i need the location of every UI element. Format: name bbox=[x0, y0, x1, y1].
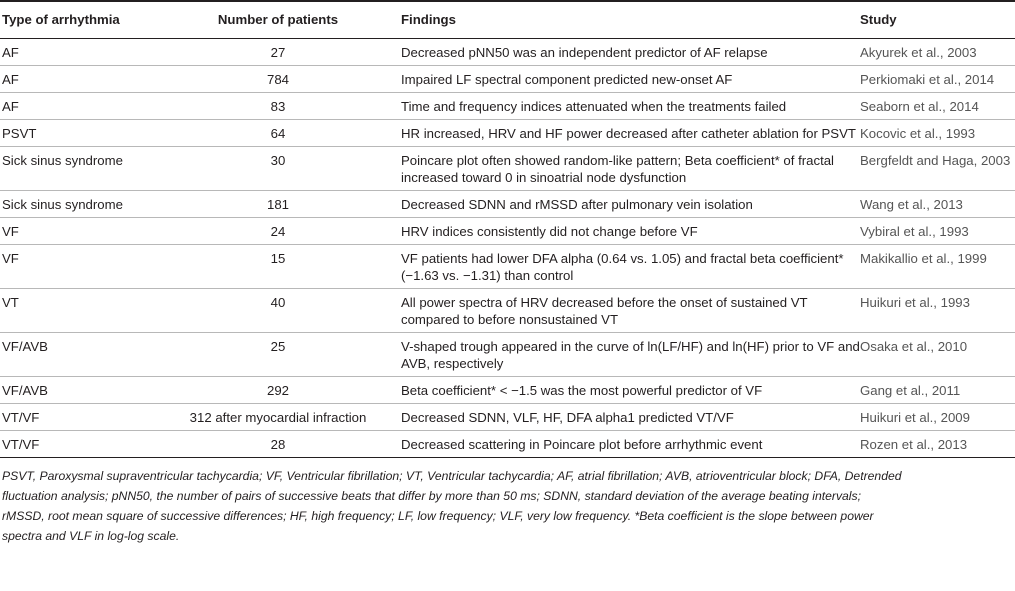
type-cell: VF/AVB bbox=[0, 333, 156, 377]
findings-cell: HRV indices consistently did not change before VF bbox=[400, 218, 860, 245]
header-patients: Number of patients bbox=[156, 1, 400, 39]
patients-cell: 784 bbox=[156, 66, 400, 93]
findings-cell: Decreased SDNN and rMSSD after pulmonary vein isolation bbox=[400, 191, 860, 218]
type-cell: Sick sinus syndrome bbox=[0, 191, 156, 218]
table-row bbox=[0, 431, 1015, 458]
findings-cell: All power spectra of HRV decreased before the onset of sustained VT compared to before nonsustained VT bbox=[400, 289, 860, 333]
table-row bbox=[0, 333, 1015, 377]
type-cell: VF bbox=[0, 218, 156, 245]
findings-cell: Time and frequency indices attenuated when the treatments failed bbox=[400, 93, 860, 120]
table-row bbox=[0, 93, 1015, 120]
study-cell: Wang et al., 2013 bbox=[860, 191, 1015, 218]
header-type: Type of arrhythmia bbox=[0, 1, 156, 39]
study-cell: Osaka et al., 2010 bbox=[860, 333, 1015, 377]
study-cell: Vybiral et al., 1993 bbox=[860, 218, 1015, 245]
table-body bbox=[0, 39, 1015, 458]
findings-cell: Decreased SDNN, VLF, HF, DFA alpha1 predicted VT/VF bbox=[400, 404, 860, 431]
type-cell: VT/VF bbox=[0, 404, 156, 431]
study-cell: Huikuri et al., 2009 bbox=[860, 404, 1015, 431]
table-header-row bbox=[0, 1, 1015, 39]
footnote-line: PSVT, Paroxysmal supraventricular tachycardia; VF, Ventricular fibrillation; VT, Ventricular tachycardia; AF, atrial fibrillation; AVB, atrioventricular block; DFA, Detrended bbox=[2, 469, 902, 483]
findings-cell: V-shaped trough appeared in the curve of ln(LF/HF) and ln(HF) prior to VF and AVB, respectively bbox=[400, 333, 860, 377]
footnote-line: fluctuation analysis; pNN50, the number of pairs of successive beats that differ by more than 50 ms; SDNN, standard deviation of the average beating intervals; bbox=[2, 489, 861, 503]
study-cell: Seaborn et al., 2014 bbox=[860, 93, 1015, 120]
footnote-line: rMSSD, root mean square of successive differences; HF, high frequency; LF, low frequency; VLF, very low frequency. *Beta coefficient is the slope between power bbox=[2, 509, 874, 523]
study-cell: Huikuri et al., 1993 bbox=[860, 289, 1015, 333]
study-cell: Bergfeldt and Haga, 2003 bbox=[860, 147, 1015, 191]
findings-cell: Beta coefficient* < −1.5 was the most powerful predictor of VF bbox=[400, 377, 860, 404]
type-cell: VT/VF bbox=[0, 431, 156, 458]
table-row bbox=[0, 39, 1015, 66]
study-cell: Perkiomaki et al., 2014 bbox=[860, 66, 1015, 93]
patients-cell: 24 bbox=[156, 218, 400, 245]
study-cell: Kocovic et al., 1993 bbox=[860, 120, 1015, 147]
table-footnote bbox=[0, 458, 1015, 546]
patients-cell: 28 bbox=[156, 431, 400, 458]
patients-cell: 30 bbox=[156, 147, 400, 191]
patients-cell: 27 bbox=[156, 39, 400, 66]
type-cell: AF bbox=[0, 93, 156, 120]
patients-cell: 83 bbox=[156, 93, 400, 120]
findings-cell: Poincare plot often showed random-like pattern; Beta coefficient* of fractal increased toward 0 in sinoatrial node dysfunction bbox=[400, 147, 860, 191]
table-row bbox=[0, 120, 1015, 147]
table-row bbox=[0, 404, 1015, 431]
patients-cell: 292 bbox=[156, 377, 400, 404]
patients-cell: 181 bbox=[156, 191, 400, 218]
study-cell: Makikallio et al., 1999 bbox=[860, 245, 1015, 289]
table-row bbox=[0, 191, 1015, 218]
table-row bbox=[0, 377, 1015, 404]
table-row bbox=[0, 218, 1015, 245]
table-row bbox=[0, 66, 1015, 93]
type-cell: PSVT bbox=[0, 120, 156, 147]
table-row bbox=[0, 245, 1015, 289]
footnote-line: spectra and VLF in log-log scale. bbox=[2, 529, 180, 543]
header-findings: Findings bbox=[400, 1, 860, 39]
study-cell: Rozen et al., 2013 bbox=[860, 431, 1015, 458]
table-row bbox=[0, 289, 1015, 333]
study-cell: Akyurek et al., 2003 bbox=[860, 39, 1015, 66]
patients-cell: 40 bbox=[156, 289, 400, 333]
type-cell: AF bbox=[0, 39, 156, 66]
findings-cell: Decreased pNN50 was an independent predictor of AF relapse bbox=[400, 39, 860, 66]
table-row bbox=[0, 147, 1015, 191]
type-cell: Sick sinus syndrome bbox=[0, 147, 156, 191]
patients-cell: 64 bbox=[156, 120, 400, 147]
type-cell: AF bbox=[0, 66, 156, 93]
study-cell: Gang et al., 2011 bbox=[860, 377, 1015, 404]
findings-cell: VF patients had lower DFA alpha (0.64 vs. 1.05) and fractal beta coefficient* (−1.63 vs. −1.31) than control bbox=[400, 245, 860, 289]
patients-cell: 25 bbox=[156, 333, 400, 377]
type-cell: VF bbox=[0, 245, 156, 289]
findings-cell: Impaired LF spectral component predicted new-onset AF bbox=[400, 66, 860, 93]
type-cell: VF/AVB bbox=[0, 377, 156, 404]
findings-cell: HR increased, HRV and HF power decreased after catheter ablation for PSVT bbox=[400, 120, 860, 147]
patients-cell: 312 after myocardial infraction bbox=[156, 404, 400, 431]
patients-cell: 15 bbox=[156, 245, 400, 289]
findings-cell: Decreased scattering in Poincare plot before arrhythmic event bbox=[400, 431, 860, 458]
header-study: Study bbox=[860, 1, 1015, 39]
type-cell: VT bbox=[0, 289, 156, 333]
